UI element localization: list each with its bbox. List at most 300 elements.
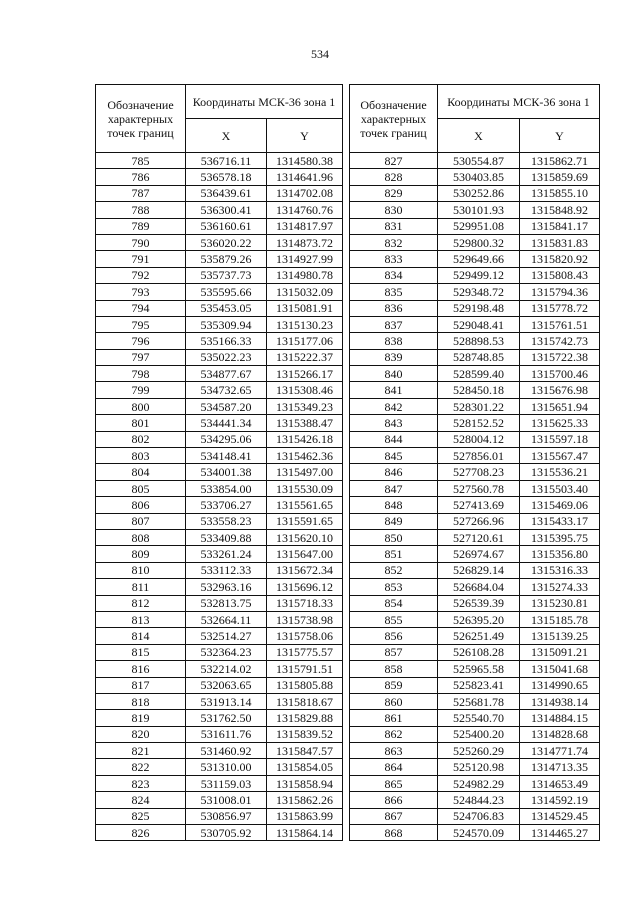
point-number-cell: 785 (96, 153, 186, 169)
point-number-cell: 819 (96, 710, 186, 726)
y-coordinate-cell: 1315469.06 (520, 497, 600, 513)
table-row (96, 759, 343, 775)
table-row (96, 595, 343, 611)
point-number-cell: 838 (350, 333, 438, 349)
x-coordinate-cell: 535166.33 (186, 333, 267, 349)
table-row (96, 267, 343, 283)
y-coordinate-cell: 1315820.92 (520, 251, 600, 267)
table-body (96, 153, 343, 841)
table-row (350, 513, 600, 529)
x-coordinate-cell: 535595.66 (186, 284, 267, 300)
y-coordinate-cell: 1314760.76 (267, 202, 343, 218)
point-number-cell: 802 (96, 431, 186, 447)
x-coordinate-cell: 530856.97 (186, 808, 267, 824)
x-coordinate-cell: 524844.23 (438, 792, 520, 808)
x-coordinate-cell: 535737.73 (186, 267, 267, 283)
point-number-cell: 827 (350, 153, 438, 169)
x-coordinate-cell: 530705.92 (186, 825, 267, 841)
x-coordinate-cell: 529499.12 (438, 267, 520, 283)
x-coordinate-cell: 527120.61 (438, 529, 520, 545)
y-coordinate-cell: 1315497.00 (267, 464, 343, 480)
point-number-cell: 786 (96, 169, 186, 185)
x-coordinate-cell: 525823.41 (438, 677, 520, 693)
table-row (96, 480, 343, 496)
table-row (350, 726, 600, 742)
table-row (350, 759, 600, 775)
table-row (350, 349, 600, 365)
x-coordinate-cell: 524570.09 (438, 825, 520, 841)
point-number-cell: 831 (350, 218, 438, 234)
point-number-cell: 788 (96, 202, 186, 218)
y-coordinate-cell: 1315818.67 (267, 693, 343, 709)
y-coordinate-cell: 1315839.52 (267, 726, 343, 742)
y-coordinate-cell: 1315349.23 (267, 398, 343, 414)
x-coordinate-cell: 532963.16 (186, 579, 267, 595)
point-number-cell: 849 (350, 513, 438, 529)
table-row (96, 218, 343, 234)
y-coordinate-cell: 1315647.00 (267, 546, 343, 562)
x-coordinate-cell: 525540.70 (438, 710, 520, 726)
y-coordinate-cell: 1315862.71 (520, 153, 600, 169)
x-coordinate-cell: 528748.85 (438, 349, 520, 365)
point-number-cell: 805 (96, 480, 186, 496)
point-number-cell: 808 (96, 529, 186, 545)
x-coordinate-cell: 535309.94 (186, 316, 267, 332)
point-number-cell: 828 (350, 169, 438, 185)
x-header: X (438, 119, 520, 153)
point-number-cell: 856 (350, 628, 438, 644)
table-row (96, 398, 343, 414)
x-coordinate-cell: 526395.20 (438, 611, 520, 627)
y-coordinate-cell: 1315388.47 (267, 415, 343, 431)
x-coordinate-cell: 535879.26 (186, 251, 267, 267)
y-header: Y (267, 119, 343, 153)
point-number-cell: 804 (96, 464, 186, 480)
y-coordinate-cell: 1315651.94 (520, 398, 600, 414)
x-coordinate-cell: 536300.41 (186, 202, 267, 218)
x-coordinate-cell: 533112.33 (186, 562, 267, 578)
point-number-cell: 845 (350, 448, 438, 464)
table-row (350, 611, 600, 627)
x-coordinate-cell: 527856.01 (438, 448, 520, 464)
y-coordinate-cell: 1315742.73 (520, 333, 600, 349)
x-coordinate-cell: 525120.98 (438, 759, 520, 775)
table-row (350, 546, 600, 562)
x-coordinate-cell: 531008.01 (186, 792, 267, 808)
point-number-cell: 807 (96, 513, 186, 529)
x-coordinate-cell: 528301.22 (438, 398, 520, 414)
table-row (96, 546, 343, 562)
x-coordinate-cell: 534441.34 (186, 415, 267, 431)
coordinates-header: Координаты МСК-36 зона 1 (186, 85, 343, 119)
y-coordinate-cell: 1315536.21 (520, 464, 600, 480)
x-coordinate-cell: 525400.20 (438, 726, 520, 742)
point-number-cell: 858 (350, 661, 438, 677)
point-number-cell: 809 (96, 546, 186, 562)
table-row (350, 251, 600, 267)
y-coordinate-cell: 1315676.98 (520, 382, 600, 398)
table-row (96, 726, 343, 742)
coordinates-table-left (95, 84, 343, 841)
point-number-cell: 826 (96, 825, 186, 841)
y-coordinate-cell: 1315591.65 (267, 513, 343, 529)
y-coordinate-cell: 1314980.78 (267, 267, 343, 283)
point-number-cell: 865 (350, 775, 438, 791)
x-coordinate-cell: 533409.88 (186, 529, 267, 545)
y-coordinate-cell: 1315091.21 (520, 644, 600, 660)
table-row (96, 644, 343, 660)
x-coordinate-cell: 530403.85 (438, 169, 520, 185)
table-row (350, 153, 600, 169)
page-number: 534 (311, 47, 329, 61)
point-number-cell: 790 (96, 234, 186, 250)
table-row (96, 775, 343, 791)
table-row (96, 693, 343, 709)
table-row (350, 316, 600, 332)
x-coordinate-cell: 533706.27 (186, 497, 267, 513)
point-number-cell: 850 (350, 529, 438, 545)
table-row (96, 661, 343, 677)
point-number-cell: 815 (96, 644, 186, 660)
table-row (96, 300, 343, 316)
table-body (350, 153, 600, 841)
point-number-cell: 841 (350, 382, 438, 398)
x-coordinate-cell: 532364.23 (186, 644, 267, 660)
y-coordinate-cell: 1314884.15 (520, 710, 600, 726)
table-row (350, 382, 600, 398)
table-row (350, 529, 600, 545)
table-row (350, 267, 600, 283)
x-coordinate-cell: 526974.67 (438, 546, 520, 562)
table-row (350, 677, 600, 693)
point-number-cell: 854 (350, 595, 438, 611)
y-coordinate-cell: 1315041.68 (520, 661, 600, 677)
x-coordinate-cell: 525965.58 (438, 661, 520, 677)
y-coordinate-cell: 1314641.96 (267, 169, 343, 185)
table-row (350, 448, 600, 464)
x-coordinate-cell: 529348.72 (438, 284, 520, 300)
y-coordinate-cell: 1315185.78 (520, 611, 600, 627)
y-coordinate-cell: 1315775.57 (267, 644, 343, 660)
coordinates-table-right (349, 84, 600, 841)
table-row (350, 808, 600, 824)
table-row (350, 431, 600, 447)
table-row (96, 464, 343, 480)
table-row (96, 808, 343, 824)
point-number-cell: 812 (96, 595, 186, 611)
table-row (350, 169, 600, 185)
x-coordinate-cell: 535453.05 (186, 300, 267, 316)
x-coordinate-cell: 534148.41 (186, 448, 267, 464)
y-coordinate-cell: 1315567.47 (520, 448, 600, 464)
x-coordinate-cell: 535022.23 (186, 349, 267, 365)
x-coordinate-cell: 524706.83 (438, 808, 520, 824)
point-number-cell: 798 (96, 366, 186, 382)
point-number-cell: 813 (96, 611, 186, 627)
x-coordinate-cell: 527708.23 (438, 464, 520, 480)
table-row (96, 611, 343, 627)
point-number-cell: 859 (350, 677, 438, 693)
table-row (350, 398, 600, 414)
table-row (350, 366, 600, 382)
y-coordinate-cell: 1315738.98 (267, 611, 343, 627)
y-coordinate-cell: 1315426.18 (267, 431, 343, 447)
y-coordinate-cell: 1314873.72 (267, 234, 343, 250)
x-coordinate-cell: 530252.86 (438, 185, 520, 201)
x-coordinate-cell: 534877.67 (186, 366, 267, 382)
y-coordinate-cell: 1315177.06 (267, 333, 343, 349)
point-number-cell: 840 (350, 366, 438, 382)
table-row (96, 284, 343, 300)
x-coordinate-cell: 531310.00 (186, 759, 267, 775)
table-row (96, 366, 343, 382)
y-coordinate-cell: 1315700.46 (520, 366, 600, 382)
point-number-cell: 787 (96, 185, 186, 201)
x-coordinate-cell: 536578.18 (186, 169, 267, 185)
point-number-cell: 832 (350, 234, 438, 250)
y-coordinate-cell: 1315356.80 (520, 546, 600, 562)
table-row (96, 529, 343, 545)
x-coordinate-cell: 532214.02 (186, 661, 267, 677)
y-coordinate-cell: 1315032.09 (267, 284, 343, 300)
table-row (96, 825, 343, 841)
y-coordinate-cell: 1314580.38 (267, 153, 343, 169)
table-row (96, 415, 343, 431)
table-row (96, 513, 343, 529)
x-coordinate-cell: 531762.50 (186, 710, 267, 726)
table-row (350, 218, 600, 234)
point-number-cell: 824 (96, 792, 186, 808)
y-coordinate-cell: 1315831.83 (520, 234, 600, 250)
y-coordinate-cell: 1315808.43 (520, 267, 600, 283)
point-number-cell: 839 (350, 349, 438, 365)
point-number-cell: 829 (350, 185, 438, 201)
y-coordinate-cell: 1315433.17 (520, 513, 600, 529)
x-coordinate-cell: 526684.04 (438, 579, 520, 595)
point-number-cell: 797 (96, 349, 186, 365)
point-number-cell: 846 (350, 464, 438, 480)
y-coordinate-cell: 1315761.51 (520, 316, 600, 332)
y-coordinate-cell: 1314702.08 (267, 185, 343, 201)
point-number-cell: 789 (96, 218, 186, 234)
y-coordinate-cell: 1315130.23 (267, 316, 343, 332)
point-number-cell: 821 (96, 743, 186, 759)
point-number-cell: 844 (350, 431, 438, 447)
point-number-cell: 833 (350, 251, 438, 267)
y-coordinate-cell: 1315230.81 (520, 595, 600, 611)
point-number-cell: 860 (350, 693, 438, 709)
y-coordinate-cell: 1315805.88 (267, 677, 343, 693)
table-row (350, 234, 600, 250)
y-coordinate-cell: 1315274.33 (520, 579, 600, 595)
point-number-cell: 847 (350, 480, 438, 496)
table-row (96, 169, 343, 185)
y-coordinate-cell: 1314828.68 (520, 726, 600, 742)
point-number-cell: 816 (96, 661, 186, 677)
x-coordinate-cell: 528450.18 (438, 382, 520, 398)
point-number-cell: 852 (350, 562, 438, 578)
point-number-cell: 866 (350, 792, 438, 808)
y-coordinate-cell: 1315829.88 (267, 710, 343, 726)
y-coordinate-cell: 1315308.46 (267, 382, 343, 398)
x-coordinate-cell: 534587.20 (186, 398, 267, 414)
table-row (96, 743, 343, 759)
x-coordinate-cell: 533854.00 (186, 480, 267, 496)
y-coordinate-cell: 1315863.99 (267, 808, 343, 824)
y-coordinate-cell: 1315561.65 (267, 497, 343, 513)
x-coordinate-cell: 531159.03 (186, 775, 267, 791)
x-coordinate-cell: 533261.24 (186, 546, 267, 562)
point-number-cell: 834 (350, 267, 438, 283)
designation-header: Обозначение характерных точек границ (96, 85, 186, 153)
y-coordinate-cell: 1314465.27 (520, 825, 600, 841)
table-row (350, 202, 600, 218)
point-number-cell: 843 (350, 415, 438, 431)
point-number-cell: 825 (96, 808, 186, 824)
x-coordinate-cell: 532514.27 (186, 628, 267, 644)
point-number-cell: 803 (96, 448, 186, 464)
point-number-cell: 810 (96, 562, 186, 578)
point-number-cell: 857 (350, 644, 438, 660)
x-coordinate-cell: 532063.65 (186, 677, 267, 693)
x-coordinate-cell: 532664.11 (186, 611, 267, 627)
y-coordinate-cell: 1315503.40 (520, 480, 600, 496)
y-coordinate-cell: 1315625.33 (520, 415, 600, 431)
x-coordinate-cell: 528004.12 (438, 431, 520, 447)
y-coordinate-cell: 1315855.10 (520, 185, 600, 201)
table-row (350, 661, 600, 677)
table-row (96, 562, 343, 578)
table-row (350, 825, 600, 841)
table-row (96, 448, 343, 464)
table-row (350, 284, 600, 300)
table-row (350, 628, 600, 644)
x-coordinate-cell: 526829.14 (438, 562, 520, 578)
y-coordinate-cell: 1315794.36 (520, 284, 600, 300)
point-number-cell: 848 (350, 497, 438, 513)
y-coordinate-cell: 1315620.10 (267, 529, 343, 545)
point-number-cell: 867 (350, 808, 438, 824)
point-number-cell: 861 (350, 710, 438, 726)
x-coordinate-cell: 529649.66 (438, 251, 520, 267)
x-coordinate-cell: 531611.76 (186, 726, 267, 742)
y-coordinate-cell: 1315139.25 (520, 628, 600, 644)
y-coordinate-cell: 1314927.99 (267, 251, 343, 267)
point-number-cell: 823 (96, 775, 186, 791)
point-number-cell: 791 (96, 251, 186, 267)
table-row (350, 693, 600, 709)
table-row (96, 497, 343, 513)
y-coordinate-cell: 1314713.35 (520, 759, 600, 775)
y-coordinate-cell: 1315266.17 (267, 366, 343, 382)
table-row (350, 562, 600, 578)
y-coordinate-cell: 1314990.65 (520, 677, 600, 693)
table-row (96, 251, 343, 267)
x-coordinate-cell: 536160.61 (186, 218, 267, 234)
y-coordinate-cell: 1314938.14 (520, 693, 600, 709)
point-number-cell: 811 (96, 579, 186, 595)
y-coordinate-cell: 1314592.19 (520, 792, 600, 808)
table-row (350, 710, 600, 726)
y-coordinate-cell: 1315722.38 (520, 349, 600, 365)
table-row (96, 579, 343, 595)
x-coordinate-cell: 536716.11 (186, 153, 267, 169)
y-header: Y (520, 119, 600, 153)
x-coordinate-cell: 526108.28 (438, 644, 520, 660)
y-coordinate-cell: 1315081.91 (267, 300, 343, 316)
x-coordinate-cell: 529800.32 (438, 234, 520, 250)
table-row (96, 153, 343, 169)
table-row (96, 349, 343, 365)
y-coordinate-cell: 1315395.75 (520, 529, 600, 545)
x-coordinate-cell: 531460.92 (186, 743, 267, 759)
y-coordinate-cell: 1315864.14 (267, 825, 343, 841)
point-number-cell: 799 (96, 382, 186, 398)
point-number-cell: 837 (350, 316, 438, 332)
point-number-cell: 864 (350, 759, 438, 775)
y-coordinate-cell: 1315758.06 (267, 628, 343, 644)
table-row (96, 710, 343, 726)
table-row (96, 185, 343, 201)
y-coordinate-cell: 1315841.17 (520, 218, 600, 234)
x-coordinate-cell: 527413.69 (438, 497, 520, 513)
table-row (350, 333, 600, 349)
table-row (96, 333, 343, 349)
table-row (350, 480, 600, 496)
x-coordinate-cell: 528152.52 (438, 415, 520, 431)
x-coordinate-cell: 531913.14 (186, 693, 267, 709)
table-row (350, 497, 600, 513)
table-row (96, 382, 343, 398)
table-row (96, 202, 343, 218)
x-coordinate-cell: 524982.29 (438, 775, 520, 791)
point-number-cell: 836 (350, 300, 438, 316)
x-coordinate-cell: 529048.41 (438, 316, 520, 332)
point-number-cell: 792 (96, 267, 186, 283)
x-coordinate-cell: 525260.29 (438, 743, 520, 759)
table-row (350, 595, 600, 611)
point-number-cell: 806 (96, 497, 186, 513)
point-number-cell: 817 (96, 677, 186, 693)
point-number-cell: 801 (96, 415, 186, 431)
y-coordinate-cell: 1314771.74 (520, 743, 600, 759)
x-coordinate-cell: 532813.75 (186, 595, 267, 611)
y-coordinate-cell: 1315854.05 (267, 759, 343, 775)
x-coordinate-cell: 528898.53 (438, 333, 520, 349)
table-row (96, 431, 343, 447)
y-coordinate-cell: 1315859.69 (520, 169, 600, 185)
table-row (96, 234, 343, 250)
point-number-cell: 793 (96, 284, 186, 300)
x-coordinate-cell: 530101.93 (438, 202, 520, 218)
x-coordinate-cell: 526539.39 (438, 595, 520, 611)
x-coordinate-cell: 528599.40 (438, 366, 520, 382)
x-coordinate-cell: 527560.78 (438, 480, 520, 496)
table-row (350, 579, 600, 595)
y-coordinate-cell: 1314529.45 (520, 808, 600, 824)
point-number-cell: 853 (350, 579, 438, 595)
point-number-cell: 820 (96, 726, 186, 742)
table-row (350, 464, 600, 480)
point-number-cell: 863 (350, 743, 438, 759)
y-coordinate-cell: 1315462.36 (267, 448, 343, 464)
y-coordinate-cell: 1315222.37 (267, 349, 343, 365)
point-number-cell: 814 (96, 628, 186, 644)
table-row (350, 644, 600, 660)
y-coordinate-cell: 1315778.72 (520, 300, 600, 316)
y-coordinate-cell: 1314653.49 (520, 775, 600, 791)
table-row (96, 628, 343, 644)
